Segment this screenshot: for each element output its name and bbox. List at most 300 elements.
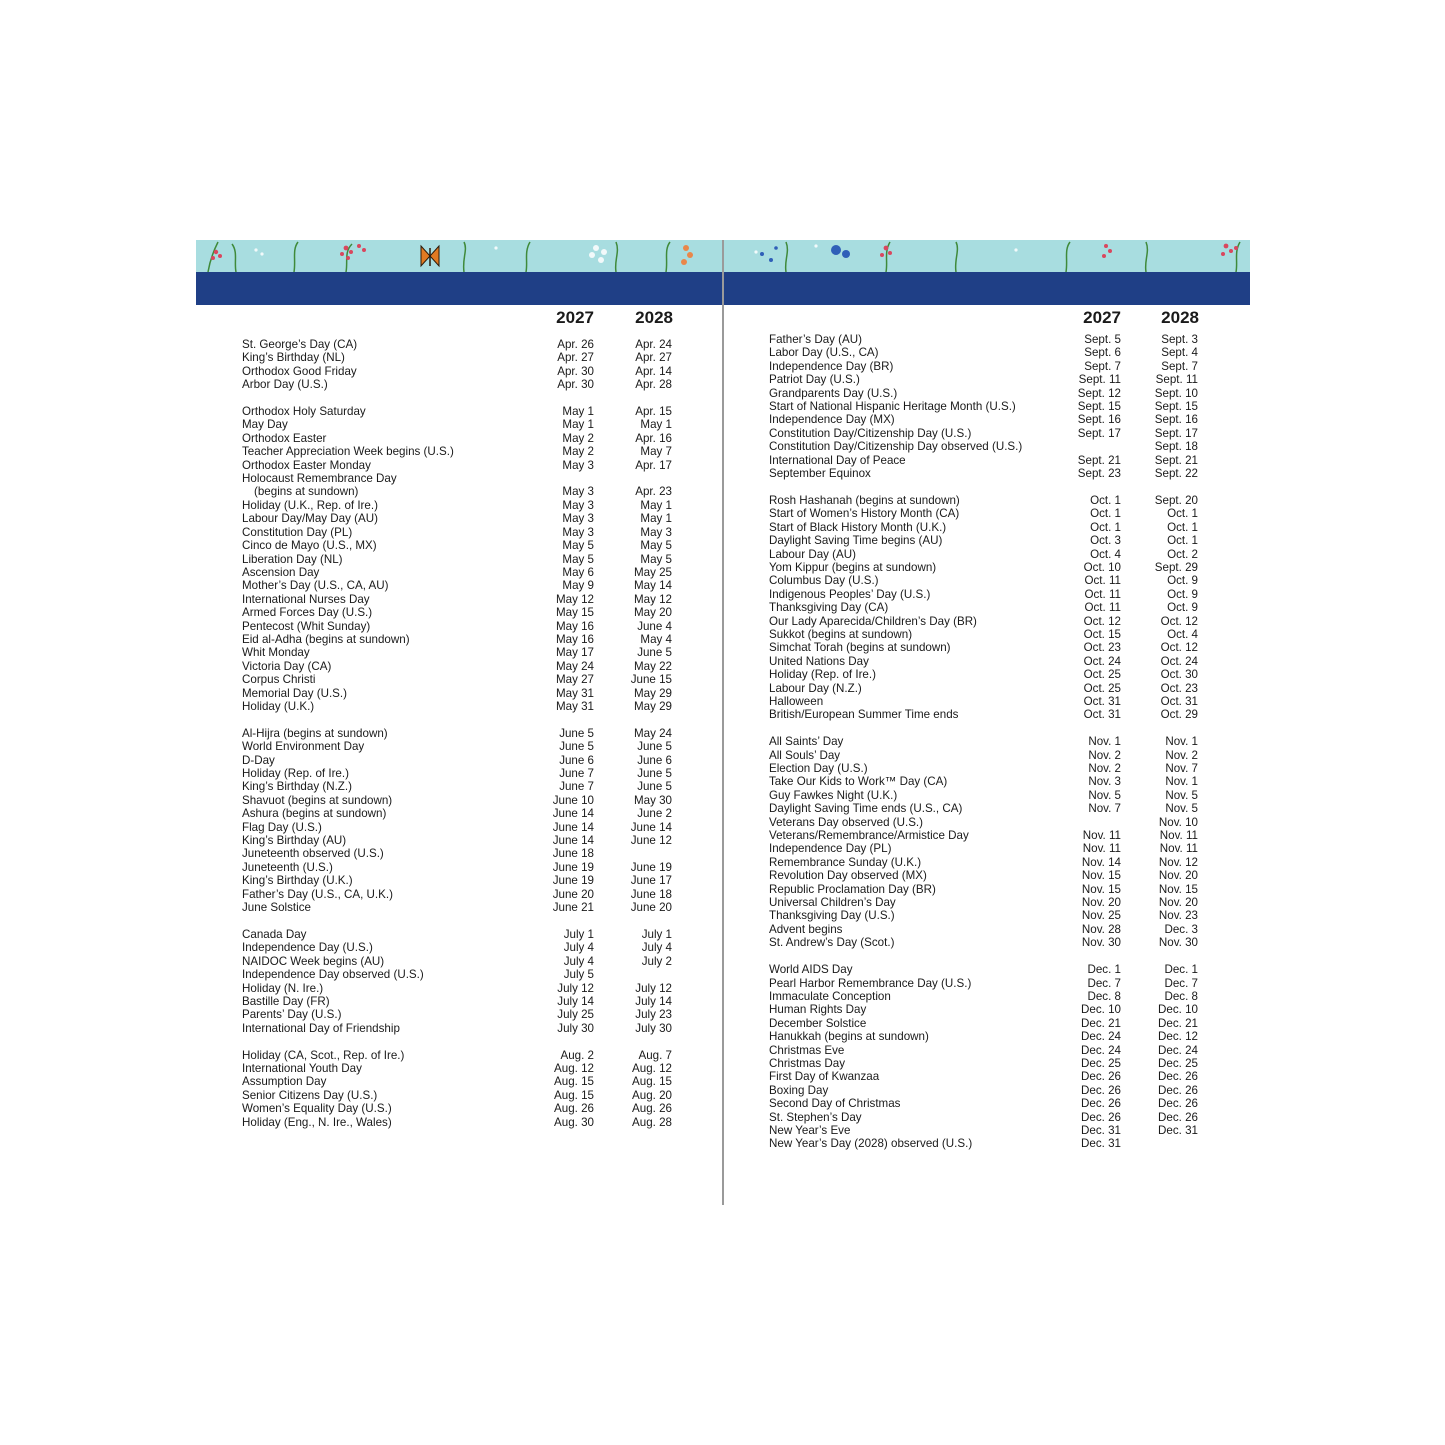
holiday-row [196, 982, 722, 995]
date-2027: June 5 [559, 726, 594, 740]
holiday-row [724, 1124, 1250, 1137]
holiday-name: Indigenous Peoples’ Day (U.S.) [769, 587, 931, 601]
date-2027: Dec. 8 [1087, 989, 1121, 1003]
holiday-name: Ascension Day [242, 565, 320, 579]
holiday-name: St. Stephen’s Day [769, 1110, 862, 1124]
holiday-row [196, 620, 722, 633]
date-2028: Nov. 15 [1158, 882, 1198, 896]
date-2027: Nov. 1 [1088, 735, 1121, 749]
holiday-name: Daylight Saving Time ends (U.S., CA) [769, 802, 963, 816]
date-2028: Apr. 24 [635, 338, 672, 351]
holiday-name: King’s Birthday (U.K.) [242, 874, 353, 888]
holiday-name: Cinco de Mayo (U.S., MX) [242, 539, 377, 553]
holiday-name: Armed Forces Day (U.S.) [242, 606, 373, 620]
holiday-row [196, 579, 722, 592]
date-2028: Nov. 10 [1158, 815, 1198, 829]
date-2028: Nov. 5 [1165, 802, 1198, 816]
date-2027: Sept. 16 [1077, 413, 1121, 427]
holiday-name: Veterans/Remembrance/Armistice Day [769, 829, 969, 843]
holiday-name: Liberation Day (NL) [242, 552, 343, 566]
holiday-row [724, 534, 1250, 547]
holiday-name: Election Day (U.S.) [769, 762, 868, 775]
holiday-name: Orthodox Easter [242, 431, 327, 445]
date-2027: Sept. 15 [1077, 400, 1121, 414]
date-2028: Aug. 26 [632, 1102, 672, 1116]
date-2028: June 12 [630, 834, 672, 848]
date-2027: Dec. 21 [1081, 1016, 1121, 1030]
holiday-name: Sukkot (begins at sundown) [769, 627, 913, 641]
year-header-2027: 2027 [556, 308, 594, 327]
date-2028: Aug. 15 [632, 1075, 672, 1089]
holiday-name: First Day of Kwanzaa [769, 1070, 880, 1084]
date-2027: May 2 [562, 431, 594, 445]
holiday-row [724, 615, 1250, 628]
holiday-row [196, 432, 722, 445]
holiday-row [196, 901, 722, 914]
date-2027: July 1 [563, 927, 594, 941]
holiday-row [724, 574, 1250, 587]
date-2028: Apr. 15 [635, 405, 672, 419]
date-2028: Nov. 1 [1165, 735, 1198, 749]
date-2028: Apr. 28 [635, 378, 672, 392]
date-2027: June 19 [552, 874, 594, 888]
date-2028: Apr. 23 [635, 485, 672, 499]
date-2027: Aug. 15 [554, 1075, 594, 1089]
date-2027: Oct. 31 [1083, 694, 1121, 708]
date-2028: Dec. 24 [1158, 1043, 1198, 1057]
date-2028: Aug. 28 [632, 1115, 672, 1129]
date-2027: Apr. 30 [557, 364, 594, 378]
date-2027: Dec. 24 [1081, 1030, 1121, 1044]
holiday-row [196, 566, 722, 579]
holiday-name: Pearl Harbor Remembrance Day (U.S.) [769, 976, 972, 990]
date-2027: June 18 [552, 847, 594, 861]
year-header-2028: 2028 [1161, 308, 1199, 327]
holiday-name: Holiday (Rep. of Ire.) [769, 668, 876, 682]
holiday-row [724, 923, 1250, 936]
holiday-name: Constitution Day/Citizenship Day (U.S.) [769, 426, 972, 440]
date-2027: Oct. 11 [1084, 601, 1121, 615]
holiday-row [196, 861, 722, 874]
date-2028: July 1 [641, 927, 672, 941]
date-2027: Dec. 10 [1081, 1003, 1121, 1017]
holiday-name: Assumption Day [242, 1075, 327, 1089]
holiday-name: World AIDS Day [769, 963, 853, 977]
date-2028: May 24 [633, 726, 672, 740]
holiday-row [196, 673, 722, 686]
holiday-row [724, 521, 1250, 534]
date-2027: May 9 [562, 579, 594, 593]
holiday-name: Christmas Day [769, 1056, 846, 1070]
date-2027: July 25 [557, 1008, 594, 1022]
holiday-row [724, 1070, 1250, 1083]
holiday-row [724, 735, 1250, 748]
date-2028: June 5 [637, 646, 672, 660]
holiday-row [724, 829, 1250, 842]
date-2027: Oct. 24 [1083, 654, 1121, 668]
date-2027: May 5 [562, 539, 594, 553]
holiday-row [724, 601, 1250, 614]
holiday-row [196, 338, 722, 351]
holiday-row [724, 909, 1250, 922]
holiday-row [196, 955, 722, 968]
date-2028: Sept. 16 [1154, 413, 1198, 427]
holiday-name: Pentecost (Whit Sunday) [242, 619, 371, 633]
date-2027: June 20 [552, 887, 594, 901]
date-2027: Oct. 11 [1084, 574, 1121, 588]
date-2028: Oct. 31 [1160, 694, 1198, 708]
holiday-name: Teacher Appreciation Week begins (U.S.) [242, 445, 454, 459]
holiday-row [724, 682, 1250, 695]
holiday-row [196, 821, 722, 834]
date-2027: July 4 [563, 941, 594, 955]
date-2028: Oct. 9 [1167, 574, 1198, 588]
date-2028: July 4 [641, 941, 672, 955]
holiday-row [724, 1097, 1250, 1110]
holiday-row [724, 762, 1250, 775]
date-2027: May 27 [555, 673, 594, 687]
holiday-name: Ashura (begins at sundown) [242, 807, 387, 821]
date-2027: Nov. 11 [1082, 829, 1121, 843]
date-2027: Dec. 31 [1081, 1137, 1121, 1151]
date-2027: Nov. 14 [1081, 855, 1121, 869]
holiday-name: Labor Day (U.S., CA) [769, 346, 879, 360]
holiday-name: Canada Day [242, 927, 307, 941]
date-2028: Sept. 3 [1161, 333, 1198, 346]
holiday-row [196, 700, 722, 713]
date-2027: Aug. 15 [554, 1088, 594, 1102]
date-2028: June 15 [630, 673, 672, 687]
holiday-name: Father’s Day (U.S., CA, U.K.) [242, 887, 393, 901]
date-2028: Oct. 1 [1167, 534, 1198, 548]
holiday-row [196, 633, 722, 646]
holiday-row [724, 641, 1250, 654]
date-2028: Sept. 18 [1154, 440, 1198, 454]
group-spacer [196, 713, 722, 726]
date-2028: July 30 [635, 1021, 672, 1035]
date-2027: May 31 [555, 699, 594, 713]
date-2028: Dec. 1 [1164, 963, 1198, 977]
date-2028: June 5 [637, 780, 672, 794]
holiday-row [724, 561, 1250, 574]
holiday-row [724, 360, 1250, 373]
holiday-name: King’s Birthday (N.Z.) [242, 780, 352, 794]
holiday-row [196, 606, 722, 619]
holiday-name: Constitution Day/Citizenship Day observed (U.S.) [769, 440, 1023, 454]
holiday-row [196, 995, 722, 1008]
holiday-row [724, 655, 1250, 668]
date-2027: June 14 [552, 834, 594, 848]
date-2028: Nov. 7 [1165, 762, 1198, 775]
date-2028: Nov. 23 [1158, 909, 1198, 923]
holiday-name: Boxing Day [769, 1083, 829, 1097]
date-2028: May 29 [633, 686, 672, 700]
holiday-name: Mother’s Day (U.S., CA, AU) [242, 579, 389, 593]
date-2028: Sept. 21 [1154, 453, 1198, 467]
holiday-list-right [724, 333, 1250, 1151]
holiday-name: Thanksgiving Day (U.S.) [769, 909, 895, 923]
holiday-name: King’s Birthday (NL) [242, 351, 345, 365]
holiday-row [724, 588, 1250, 601]
holiday-row [724, 413, 1250, 426]
holiday-row [196, 1089, 722, 1102]
holiday-name: International Nurses Day [242, 592, 370, 606]
holiday-row [196, 365, 722, 378]
date-2028: June 18 [630, 887, 672, 901]
holiday-name: Eid al-Adha (begins at sundown) [242, 632, 410, 646]
date-2027: Oct. 10 [1083, 560, 1121, 574]
holiday-name: Labour Day (N.Z.) [769, 681, 862, 695]
holiday-name: Universal Children’s Day [769, 896, 896, 910]
date-2028: Dec. 26 [1158, 1070, 1198, 1084]
date-2028: June 19 [630, 860, 672, 874]
holiday-name: Christmas Eve [769, 1043, 845, 1057]
date-2027: May 3 [562, 498, 594, 512]
holiday-name: Hanukkah (begins at sundown) [769, 1030, 929, 1044]
holiday-row [196, 378, 722, 391]
date-2028: Apr. 17 [635, 458, 672, 472]
date-2028: Nov. 11 [1159, 829, 1198, 843]
date-2028: July 14 [635, 994, 672, 1008]
holiday-row [196, 485, 722, 498]
date-2027: June 6 [559, 753, 594, 767]
holiday-row [724, 454, 1250, 467]
holiday-row [724, 775, 1250, 788]
date-2027: May 24 [555, 659, 594, 673]
date-2027: Apr. 27 [557, 351, 594, 365]
date-2027: July 30 [557, 1021, 594, 1035]
date-2027: Sept. 17 [1077, 426, 1121, 440]
date-2028: Dec. 12 [1158, 1030, 1198, 1044]
date-2027: May 3 [562, 458, 594, 472]
date-2027: Aug. 30 [554, 1115, 594, 1129]
holiday-row [724, 333, 1250, 346]
date-2027: Nov. 5 [1088, 788, 1121, 802]
date-2027: May 17 [555, 646, 594, 660]
date-2027: Dec. 26 [1081, 1097, 1121, 1111]
holiday-row [724, 990, 1250, 1003]
date-2027: Sept. 11 [1078, 373, 1121, 387]
holiday-name: Start of Black History Month (U.K.) [769, 520, 947, 534]
holiday-name: Independence Day (U.S.) [242, 941, 373, 955]
date-2028: June 5 [637, 767, 672, 780]
date-2028: Apr. 14 [635, 364, 672, 378]
holiday-name: Al-Hijra (begins at sundown) [242, 726, 388, 740]
holiday-row [196, 445, 722, 458]
date-2028: Nov. 11 [1159, 842, 1198, 856]
date-2027: Nov. 28 [1081, 922, 1121, 936]
holiday-name: Labour Day (AU) [769, 547, 856, 561]
holiday-name: Women’s Equality Day (U.S.) [242, 1102, 392, 1116]
holiday-name: Veterans Day observed (U.S.) [769, 815, 924, 829]
date-2027: Nov. 2 [1088, 748, 1121, 762]
group-spacer [724, 950, 1250, 963]
date-2028: Dec. 31 [1158, 1123, 1198, 1137]
date-2027: Apr. 26 [557, 338, 594, 351]
date-2028: Oct. 23 [1160, 681, 1198, 695]
date-2028: July 12 [635, 981, 672, 995]
group-spacer [196, 392, 722, 405]
date-2027: May 15 [555, 606, 594, 620]
date-2027: Sept. 6 [1084, 346, 1121, 360]
date-2027: Oct. 25 [1083, 668, 1121, 682]
year-header-2027: 2027 [1083, 308, 1121, 327]
holiday-name: New Year’s Day (2028) observed (U.S.) [769, 1137, 973, 1151]
holiday-list-left [196, 338, 722, 1129]
holiday-name: June Solstice [242, 901, 311, 915]
holiday-name: New Year’s Eve [769, 1123, 851, 1137]
date-2027: Nov. 20 [1081, 896, 1121, 910]
date-2027: May 16 [555, 632, 594, 646]
date-2027: Dec. 26 [1081, 1083, 1121, 1097]
date-2028: Dec. 26 [1158, 1110, 1198, 1124]
holiday-name: Flag Day (U.S.) [242, 820, 322, 834]
holiday-name: Arbor Day (U.S.) [242, 378, 328, 392]
date-2028: Dec. 26 [1158, 1097, 1198, 1111]
date-2028: Sept. 15 [1154, 400, 1198, 414]
holiday-row [196, 740, 722, 753]
date-2028: May 14 [633, 579, 672, 593]
holiday-row [724, 1057, 1250, 1070]
date-2027: June 14 [552, 820, 594, 834]
date-2027: June 19 [552, 860, 594, 874]
date-2028: Oct. 9 [1167, 587, 1198, 601]
holiday-name: Holiday (CA, Scot., Rep. of Ire.) [242, 1048, 405, 1062]
date-2028: Sept. 4 [1161, 346, 1198, 360]
holiday-name: Republic Proclamation Day (BR) [769, 882, 936, 896]
date-2028: Nov. 5 [1165, 788, 1198, 802]
holiday-name: Our Lady Aparecida/Children’s Day (BR) [769, 614, 977, 628]
holiday-row [724, 387, 1250, 400]
date-2028: May 1 [640, 512, 672, 526]
date-2027: Oct. 1 [1090, 507, 1121, 521]
holiday-row [724, 695, 1250, 708]
holiday-name: Revolution Day observed (MX) [769, 869, 927, 883]
holiday-name: Memorial Day (U.S.) [242, 686, 348, 700]
holiday-name: Whit Monday [242, 646, 310, 660]
butterfly-icon [421, 246, 439, 266]
holiday-name: Guy Fawkes Night (U.K.) [769, 788, 898, 802]
holiday-row [724, 856, 1250, 869]
group-spacer [196, 914, 722, 927]
date-2027: July 4 [563, 954, 594, 968]
date-2028: May 7 [640, 445, 672, 459]
holiday-row [196, 687, 722, 700]
holiday-name: December Solstice [769, 1016, 867, 1030]
date-2027: Oct. 15 [1083, 627, 1121, 641]
holiday-row [724, 346, 1250, 359]
holiday-name: Juneteenth observed (U.S.) [242, 847, 384, 861]
holiday-row [196, 1008, 722, 1021]
date-2027: May 16 [555, 619, 594, 633]
holiday-name: Yom Kippur (begins at sundown) [769, 560, 937, 574]
date-2028: May 4 [640, 632, 672, 646]
holiday-row [196, 968, 722, 981]
date-2028: Oct. 1 [1167, 507, 1198, 521]
holiday-row [196, 834, 722, 847]
date-2027: May 6 [562, 565, 594, 579]
date-2027: May 1 [562, 405, 594, 419]
date-2027: Nov. 15 [1081, 869, 1121, 883]
date-2027: June 10 [552, 793, 594, 807]
date-2028: June 2 [637, 807, 672, 821]
holiday-row [196, 727, 722, 740]
holiday-name: Holiday (N. Ire.) [242, 981, 324, 995]
holiday-name: D-Day [242, 753, 275, 767]
date-2027: Nov. 15 [1081, 882, 1121, 896]
holiday-name: Grandparents Day (U.S.) [769, 386, 898, 400]
date-2027: May 3 [562, 485, 594, 499]
date-2027: Nov. 30 [1081, 936, 1121, 950]
holiday-name: (begins at sundown) [254, 485, 359, 499]
date-2027: Oct. 31 [1083, 708, 1121, 722]
holiday-name: Advent begins [769, 922, 843, 936]
date-2028: Nov. 12 [1158, 855, 1198, 869]
holiday-row [196, 874, 722, 887]
date-2028: Nov. 1 [1165, 775, 1198, 789]
date-2027: May 2 [562, 445, 594, 459]
date-2027: Aug. 12 [554, 1061, 594, 1075]
date-2028: Oct. 12 [1160, 614, 1198, 628]
holiday-name: Parents’ Day (U.S.) [242, 1008, 342, 1022]
holiday-row [196, 539, 722, 552]
holiday-row [724, 1017, 1250, 1030]
holiday-name: Orthodox Easter Monday [242, 458, 371, 472]
holiday-name: Independence Day (BR) [769, 359, 894, 373]
date-2027: Oct. 4 [1090, 547, 1121, 561]
holiday-row [724, 467, 1250, 480]
date-2027: Aug. 2 [560, 1048, 594, 1062]
holiday-row [196, 646, 722, 659]
holiday-row [724, 1003, 1250, 1016]
holiday-name: St. George’s Day (CA) [242, 338, 358, 351]
date-2028: Oct. 12 [1160, 641, 1198, 655]
date-2027: June 5 [559, 740, 594, 754]
date-2027: Nov. 25 [1081, 909, 1121, 923]
holiday-name: Independence Day observed (U.S.) [242, 968, 424, 982]
date-2028: Aug. 12 [632, 1061, 672, 1075]
date-2027: July 12 [557, 981, 594, 995]
date-2028: May 20 [633, 606, 672, 620]
holiday-row [724, 1137, 1250, 1150]
holiday-row [724, 816, 1250, 829]
date-2027: Oct. 3 [1090, 534, 1121, 548]
date-2028: May 1 [640, 498, 672, 512]
holiday-row [724, 440, 1250, 453]
date-2027: Nov. 7 [1088, 802, 1121, 816]
holiday-name: Father’s Day (AU) [769, 333, 862, 346]
date-2027: Dec. 24 [1081, 1043, 1121, 1057]
date-2027: July 5 [563, 968, 594, 982]
date-2028: Nov. 30 [1158, 936, 1198, 950]
holiday-name: Patriot Day (U.S.) [769, 373, 860, 387]
date-2027: May 12 [555, 592, 594, 606]
holiday-row [724, 668, 1250, 681]
holiday-name: Immaculate Conception [769, 989, 891, 1003]
holiday-name: Start of Women’s History Month (CA) [769, 507, 960, 521]
holiday-name: Victoria Day (CA) [242, 659, 332, 673]
date-2028: Oct. 9 [1167, 601, 1198, 615]
holiday-name: Holiday (U.K.) [242, 699, 315, 713]
holiday-name: Orthodox Good Friday [242, 364, 357, 378]
date-2027: May 1 [562, 418, 594, 432]
holiday-row [724, 869, 1250, 882]
group-spacer [196, 1035, 722, 1048]
holiday-row [196, 593, 722, 606]
date-2028: Apr. 16 [635, 431, 672, 445]
date-2028: Sept. 20 [1154, 493, 1198, 507]
date-2028: Dec. 10 [1158, 1003, 1198, 1017]
